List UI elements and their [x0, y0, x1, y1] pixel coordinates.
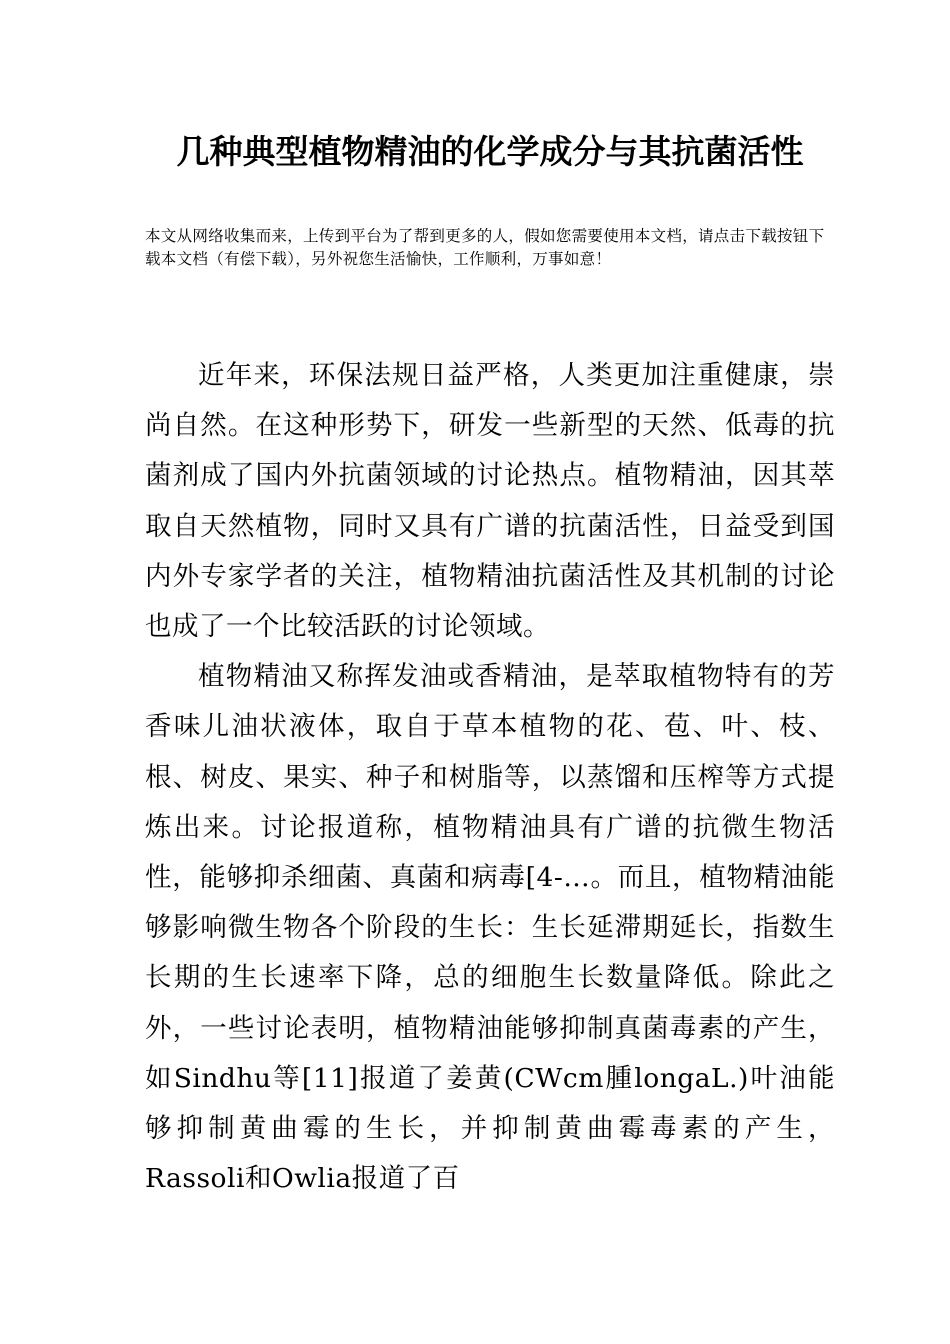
document-title: 几种典型植物精油的化学成分与其抗菌活性	[176, 132, 804, 171]
body-paragraph: 植物精油又称挥发油或香精油，是萃取植物特有的芳香味儿油状液体，取自于草本植物的花、苞、叶、枝、根、树皮、果实、种子和树脂等，以蒸馏和压榨等方式提炼出来。讨论报道称，植物精油具有广谱的抗微生物活性，能够抑杀细菌、真菌和病毒[4-…。而且，植物精油能够影响微生物各个阶段的生长：生长延滞期延长，指数生长期的生长速率下降，总的细胞生长数量降低。除此之外，一些讨论表明，植物精油能够抑制真菌毒素的产生，如Sindhu等[11]报道了姜黄(CWcm腫longaL.)叶油能够抑制黄曲霉的生长，并抑制黄曲霉毒素的产生，Rassoli和Owlia报道了百	[145, 661, 835, 1195]
download-notice: 本文从网络收集而来，上传到平台为了帮到更多的人，假如您需要使用本文档，请点击下载按钮下载本文档（有偿下载），另外祝您生活愉快，工作顺利，万事如意！	[145, 227, 825, 268]
document-body	[145, 351, 835, 1204]
body-paragraph: 近年来，环保法规日益严格，人类更加注重健康，崇尚自然。在这种形势下，研发一些新型的天然、低毒的抗菌剂成了国内外抗菌领域的讨论热点。植物精油，因其萃取自天然植物，同时又具有广谱的抗菌活性，日益受到国内外专家学者的关注，植物精油抗菌活性及其机制的讨论也成了一个比较活跃的讨论领域。	[145, 360, 835, 643]
